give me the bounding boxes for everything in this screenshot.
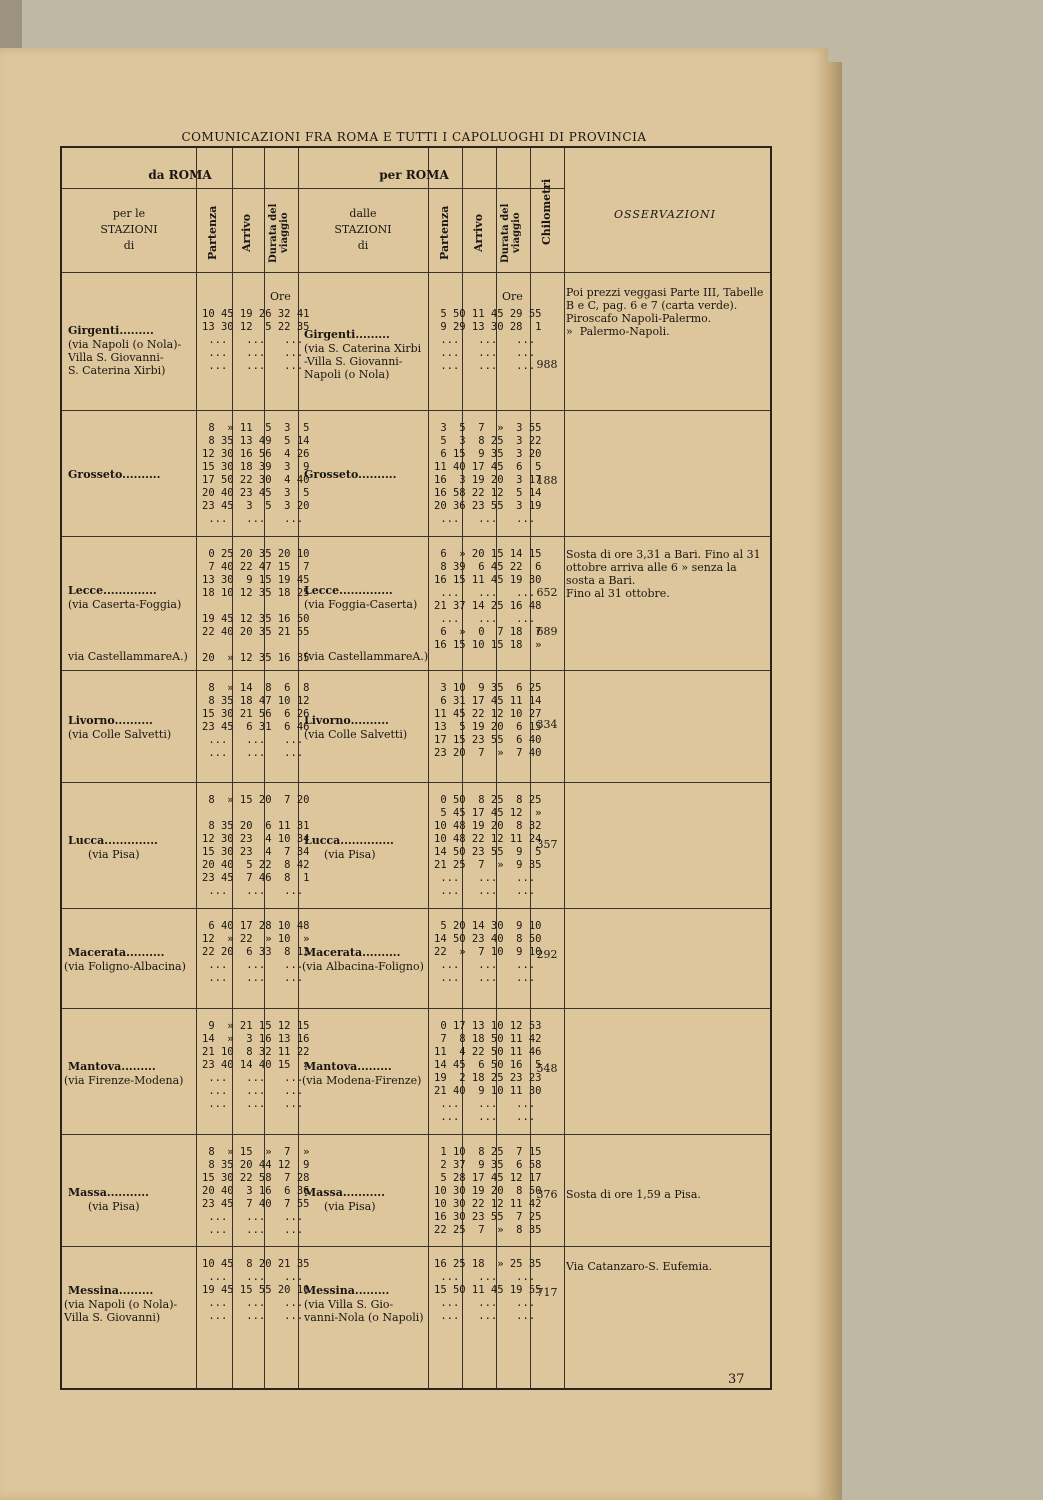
to-via: (via S. Caterina Xirbi -Villa S. Giovanni- Napoli (o Nola)	[304, 342, 422, 381]
note: Sosta di ore 1,59 a Pisa.	[566, 1188, 701, 1201]
page-number: 37	[728, 1372, 745, 1387]
to-via: (via Modena-Firenze)	[302, 1074, 422, 1087]
from-times: 8 » 14 8 6 8 8 35 18 47 10 12 15 30 21 56 6 26 23 45 6 31 6 46 ... ... ... ... ... ...	[202, 682, 310, 759]
to-via: (via Pisa)	[324, 848, 376, 861]
to-station: Lecce..............	[304, 584, 393, 597]
to-via: (via Foggia-Caserta) (via CastellammareA.)	[304, 598, 429, 663]
to-times: 0 50 8 25 8 25 5 45 17 45 12 » 10 48 19 20 8 32 10 48 22 12 11 24 14 50 23 55 9 5 21 25 7 » 9 35 ... ... ... ... ... ...	[434, 794, 542, 897]
to-times: 3 5 7 » 3 55 5 3 8 25 3 22 6 15 9 35 3 20 11 40 17 45 6 5 16 3 19 20 3 17 16 58 22 12 5 14 20 36 23 55 3 19 ... ... ...	[434, 422, 542, 525]
km-value: 188	[536, 474, 558, 487]
from-times: 10 45 19 26 32 41 13 30 12 5 22 35 ... ... ... ... ... ... ... ... ...	[202, 308, 310, 372]
from-via: (via Pisa)	[88, 1200, 140, 1213]
per-roma-heading: per ROMA	[379, 168, 449, 182]
km-value: 376	[536, 1188, 558, 1201]
from-times: 0 25 20 35 20 10 7 40 22 47 15 7 13 30 9 15 19 45 18 10 12 35 18 25 19 45 12 35 16 50 22 40 20 35 21 55 20 » 12 35 16 35	[202, 548, 310, 664]
to-times: 5 50 11 45 29 55 9 29 13 30 28 1 ... ... ... ... ... ... ... ... ...	[440, 308, 542, 372]
from-station: Macerata..........	[68, 946, 165, 959]
per-le-stazioni-heading: per le STAZIONI di	[100, 207, 158, 252]
from-station: Grosseto..........	[68, 468, 161, 481]
to-via: (via Colle Salvetti)	[304, 728, 408, 741]
km-value: 357	[536, 838, 558, 851]
arrivo-heading-2: Arrivo	[472, 213, 485, 253]
section-lecce	[62, 544, 770, 668]
to-station: Lucca..............	[304, 834, 394, 847]
page-header: COMUNICAZIONI FRA ROMA E TUTTI I CAPOLUOGHI DI PROVINCIA	[181, 130, 647, 144]
timetable	[60, 146, 772, 1390]
to-times: 6 » 20 15 14 15 8 39 6 45 22 6 16 15 11 45 19 30 ... ... ... 21 37 14 25 16 48 ... ... ... 6 » 0 7 18 7 16 15 10 15 18 »	[434, 548, 542, 651]
from-station: Messina.........	[68, 1284, 154, 1297]
to-via: (via Pisa)	[324, 1200, 376, 1213]
to-via: (via Villa S. Gio- vanni-Nola (o Napoli)	[304, 1298, 424, 1324]
partenza-heading-2: Partenza	[438, 205, 451, 261]
from-via: (via Pisa)	[88, 848, 140, 861]
to-times: 16 25 18 » 25 35 ... ... ... 15 50 11 45 19 55 ... ... ... ... ... ...	[434, 1258, 542, 1322]
da-roma-heading: da ROMA	[148, 168, 212, 182]
note: Poi prezzi veggasi Parte III, Tabelle B e C, pag. 6 e 7 (carta verde). Piroscafo Napoli-Palermo. » Palermo-Napoli.	[566, 286, 764, 338]
from-via: (via Napoli (o Nola)- Villa S. Giovanni- S. Caterina Xirbi)	[68, 338, 182, 377]
to-station: Messina.........	[304, 1284, 390, 1297]
osservazioni-heading: OSSERVAZIONI	[614, 208, 716, 221]
to-station: Massa...........	[304, 1186, 385, 1199]
from-times: 8 » 15 20 7 20 8 35 20 6 11 31 12 30 23 4 10 34 15 30 23 4 7 34 20 40 5 22 8 42 23 45 7 46 8 1 ... ... ...	[202, 794, 310, 897]
from-station: Lecce..............	[68, 584, 157, 597]
from-station: Lucca..............	[68, 834, 158, 847]
to-times: 5 20 14 30 9 10 14 50 23 40 8 50 22 » 7 10 9 10 ... ... ... ... ... ...	[434, 920, 542, 984]
note: Via Catanzaro-S. Eufemia.	[566, 1260, 713, 1273]
ore-label-2: Ore	[502, 290, 523, 303]
km-value: 292	[536, 948, 558, 961]
dalle-stazioni-heading: dalle STAZIONI di	[334, 207, 392, 252]
section-macerata	[62, 916, 770, 996]
section-messina	[62, 1254, 770, 1364]
from-via: (via Foligno-Albacina)	[64, 960, 186, 973]
from-times: 6 40 17 28 10 48 12 » 22 » 10 » 22 20 6 33 8 13 ... ... ... ... ... ...	[202, 920, 310, 984]
section-livorno	[62, 678, 770, 778]
partenza-heading: Partenza	[206, 205, 219, 261]
chilometri-heading: Chilometri	[540, 178, 553, 246]
durata-heading: Durata del viaggio	[268, 203, 290, 263]
section-massa	[62, 1142, 770, 1252]
section-mantova	[62, 1016, 770, 1126]
from-times: 8 » 15 » 7 » 8 35 20 44 12 9 15 30 22 58 7 28 20 40 3 16 6 36 23 45 7 40 7 55 ... ... ... ... ... ...	[202, 1146, 310, 1236]
to-via: (via Albacina-Foligno)	[302, 960, 424, 973]
km-value: 548	[536, 1062, 558, 1075]
to-times: 3 10 9 35 6 25 6 31 17 45 11 14 11 45 22 12 10 27 13 5 19 20 6 15 17 15 23 55 6 40 23 20 7 » 7 40	[434, 682, 542, 759]
from-via: (via Caserta-Foggia) via CastellammareA.)	[68, 598, 188, 663]
from-via: (via Colle Salvetti)	[68, 728, 172, 741]
to-station: Livorno..........	[304, 714, 389, 727]
km-value: 652 689	[536, 586, 558, 638]
km-value: 717	[536, 1286, 558, 1299]
to-station: Mantova.........	[304, 1060, 392, 1073]
durata-heading-2: Durata del viaggio	[500, 203, 522, 263]
ore-label: Ore	[270, 290, 291, 303]
to-times: 1 10 8 25 7 15 2 37 9 35 6 58 5 28 17 45 12 17 10 30 19 20 8 50 10 30 22 12 11 42 16 30 23 55 7 25 22 25 7 » 8 35	[434, 1146, 542, 1236]
from-station: Massa...........	[68, 1186, 149, 1199]
from-times: 10 45 8 20 21 35 ... ... ... 19 45 15 55 20 10 ... ... ... ... ... ...	[202, 1258, 310, 1322]
km-value: 988	[536, 358, 558, 371]
from-via: (via Firenze-Modena)	[64, 1074, 184, 1087]
from-via: (via Napoli (o Nola)- Villa S. Giovanni)	[64, 1298, 178, 1324]
note: Sosta di ore 3,31 a Bari. Fino al 31 ottobre arriva alle 6 » senza la sosta a Bari. Fino al 31 ottobre.	[566, 548, 761, 600]
from-station: Livorno..........	[68, 714, 153, 727]
to-station: Grosseto..........	[304, 468, 397, 481]
from-times: 9 » 21 15 12 15 14 » 3 16 13 16 21 10 8 32 11 22 23 40 14 40 15 » ... ... ... ... ... ... ... ... ...	[202, 1020, 310, 1110]
from-station: Mantova.........	[68, 1060, 156, 1073]
km-value: 334	[536, 718, 558, 731]
to-station: Macerata..........	[304, 946, 401, 959]
from-times: 8 » 11 5 3 5 8 35 13 49 5 14 12 30 16 56 4 26 15 30 18 39 3 9 17 50 22 30 4 40 20 40 23 45 3 5 23 45 3 5 3 20 ... ... ...	[202, 422, 310, 525]
section-lucca	[62, 790, 770, 900]
arrivo-heading: Arrivo	[240, 213, 253, 253]
page-edge	[828, 62, 842, 1500]
section-grosseto	[62, 418, 770, 538]
to-station: Girgenti.........	[304, 328, 390, 341]
to-times: 0 17 13 10 12 53 7 8 18 50 11 42 11 4 22 50 11 46 14 45 6 50 16 5 19 2 18 25 23 23 21 40 9 10 11 30 ... ... ... ... ... ...	[434, 1020, 542, 1123]
from-station: Girgenti.........	[68, 324, 154, 337]
